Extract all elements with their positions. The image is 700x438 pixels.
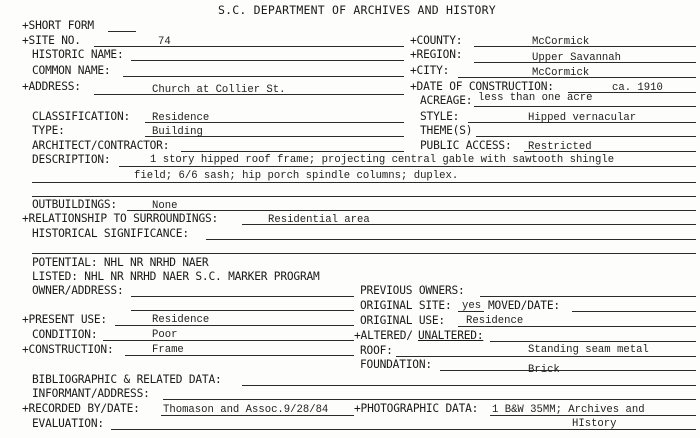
original-site-line: [458, 311, 484, 312]
historical-significance-line: [206, 239, 696, 240]
site-no-value: 74: [158, 36, 171, 48]
evaluation-label: EVALUATION:: [32, 417, 104, 430]
city-value: McCormick: [532, 67, 590, 79]
photographic-data-label: +PHOTOGRAPHIC DATA:: [354, 402, 479, 415]
style-value: Hipped vernacular: [528, 112, 637, 124]
potential-label: POTENTIAL: NHL NR NRHD NAER: [32, 256, 209, 269]
historic-name-line: [131, 60, 404, 61]
public-access-label: PUBLIC ACCESS:: [420, 139, 512, 152]
condition-value: Poor: [152, 329, 178, 341]
foundation-value: Brick: [528, 364, 560, 376]
county-label: +COUNTY:: [410, 34, 463, 47]
address-line: [94, 94, 404, 95]
foundation-line: [440, 370, 696, 371]
original-use-line: [458, 326, 696, 327]
acreage-line: [474, 106, 696, 107]
site-no-label: +SITE NO.: [22, 34, 81, 47]
construction-line: [125, 355, 354, 356]
region-label: +REGION:: [410, 48, 463, 61]
original-use-label: ORIGINAL USE:: [360, 314, 445, 327]
present-use-value: Residence: [152, 314, 210, 326]
photographic-data-line2: HIstory: [572, 418, 617, 430]
acreage-label: ACREAGE:: [420, 94, 473, 107]
description-rule-3: [32, 196, 696, 197]
city-label: +CITY:: [410, 64, 450, 77]
present-use-label: +PRESENT USE:: [22, 313, 107, 326]
site-no-line: [94, 46, 404, 47]
date-of-construction-label: +DATE OF CONSTRUCTION:: [410, 80, 554, 93]
theme-line: [476, 136, 696, 137]
roof-label: ROOF:: [360, 344, 393, 357]
photographic-data-line1: 1 B&W 35MM; Archives and: [492, 404, 645, 416]
classification-line: [145, 122, 404, 123]
relationship-value: Residential area: [268, 214, 370, 226]
historical-significance-label: HISTORICAL SIGNIFICANCE:: [32, 227, 189, 240]
city-line: [458, 77, 696, 78]
moved-date-label: MOVED/DATE:: [488, 299, 560, 312]
previous-owners-label: PREVIOUS OWNERS:: [360, 284, 465, 297]
altered-line: [490, 341, 696, 342]
original-site-value: yes: [462, 300, 482, 312]
common-name-line: [123, 76, 404, 77]
common-name-label: COMMON NAME:: [32, 64, 111, 77]
outbuildings-value: None: [152, 200, 178, 212]
form-title: S.C. DEPARTMENT OF ARCHIVES AND HISTORY: [218, 3, 496, 17]
altered-label: +ALTERED/: [354, 329, 413, 342]
condition-line: [103, 340, 354, 341]
photographic-data-line: [490, 415, 696, 416]
description-label: DESCRIPTION:: [32, 153, 111, 166]
foundation-label: FOUNDATION:: [360, 358, 432, 371]
condition-label: CONDITION:: [32, 328, 98, 341]
relationship-label: +RELATIONSHIP TO SURROUNDINGS:: [22, 212, 219, 225]
county-line: [474, 46, 696, 47]
roof-value: Standing seam metal: [528, 344, 649, 356]
roof-line: [396, 356, 696, 357]
present-use-line: [115, 325, 354, 326]
architect-label: ARCHITECT/CONTRACTOR:: [32, 139, 170, 152]
recorded-by-line: [161, 415, 354, 416]
type-value: Building: [152, 126, 203, 138]
description-rule-1: [119, 166, 696, 167]
classification-label: CLASSIFICATION:: [32, 110, 131, 123]
historic-name-label: HISTORIC NAME:: [32, 48, 124, 61]
outbuildings-label: OUTBUILDINGS:: [32, 198, 117, 211]
owner-address-line: [131, 296, 354, 297]
date-of-construction-value: ca. 1910: [612, 82, 663, 94]
moved-date-line: [572, 311, 696, 312]
public-access-line: [524, 151, 696, 152]
description-line1: 1 story hipped roof frame; projecting central gable with sawtooth shingle: [150, 154, 615, 166]
recorded-by-value: Thomason and Assoc.9/28/84: [163, 404, 329, 416]
architect-line: [181, 151, 404, 152]
description-line2: field; 6/6 sash; hip porch spindle columns; duplex.: [134, 170, 459, 182]
unaltered-label: UNALTERED:: [418, 329, 484, 342]
owner-address-label: OWNER/ADDRESS:: [32, 284, 124, 297]
public-access-value: Restricted: [528, 141, 592, 153]
address-value: Church at Collier St.: [152, 84, 286, 96]
listed-label: LISTED: NHL NR NRHD NAER S.C. MARKER PROGRAM: [32, 270, 320, 283]
owner-address-rule-2: [131, 310, 354, 311]
acreage-value: less than one acre: [478, 92, 593, 104]
relationship-line: [242, 224, 696, 225]
historical-significance-rule-2: [32, 253, 696, 254]
region-value: Upper Savannah: [532, 52, 622, 64]
region-line: [474, 62, 696, 63]
bibliographic-line: [242, 385, 696, 386]
style-label: STYLE:: [420, 110, 460, 123]
informant-line: [163, 399, 696, 400]
type-line: [145, 136, 404, 137]
construction-value: Frame: [152, 344, 184, 356]
county-value: McCormick: [532, 36, 590, 48]
theme-label: THEME(S): [420, 124, 473, 137]
address-label: +ADDRESS:: [22, 80, 81, 93]
original-use-value: Residence: [466, 315, 524, 327]
informant-label: INFORMANT/ADDRESS:: [32, 387, 150, 400]
classification-value: Residence: [152, 112, 210, 124]
original-site-label: ORIGINAL SITE:: [360, 299, 452, 312]
short-form-label: +SHORT FORM: [22, 19, 94, 32]
outbuildings-line: [127, 210, 696, 211]
previous-owners-line: [480, 296, 696, 297]
short-form-line: [108, 31, 136, 32]
style-line: [468, 122, 696, 123]
recorded-by-label: +RECORDED BY/DATE:: [22, 402, 140, 415]
construction-label: +CONSTRUCTION:: [22, 343, 114, 356]
bibliographic-label: BIBLIOGRAPHIC & RELATED DATA:: [32, 373, 222, 386]
description-rule-2: [32, 182, 696, 183]
type-label: TYPE:: [32, 124, 65, 137]
